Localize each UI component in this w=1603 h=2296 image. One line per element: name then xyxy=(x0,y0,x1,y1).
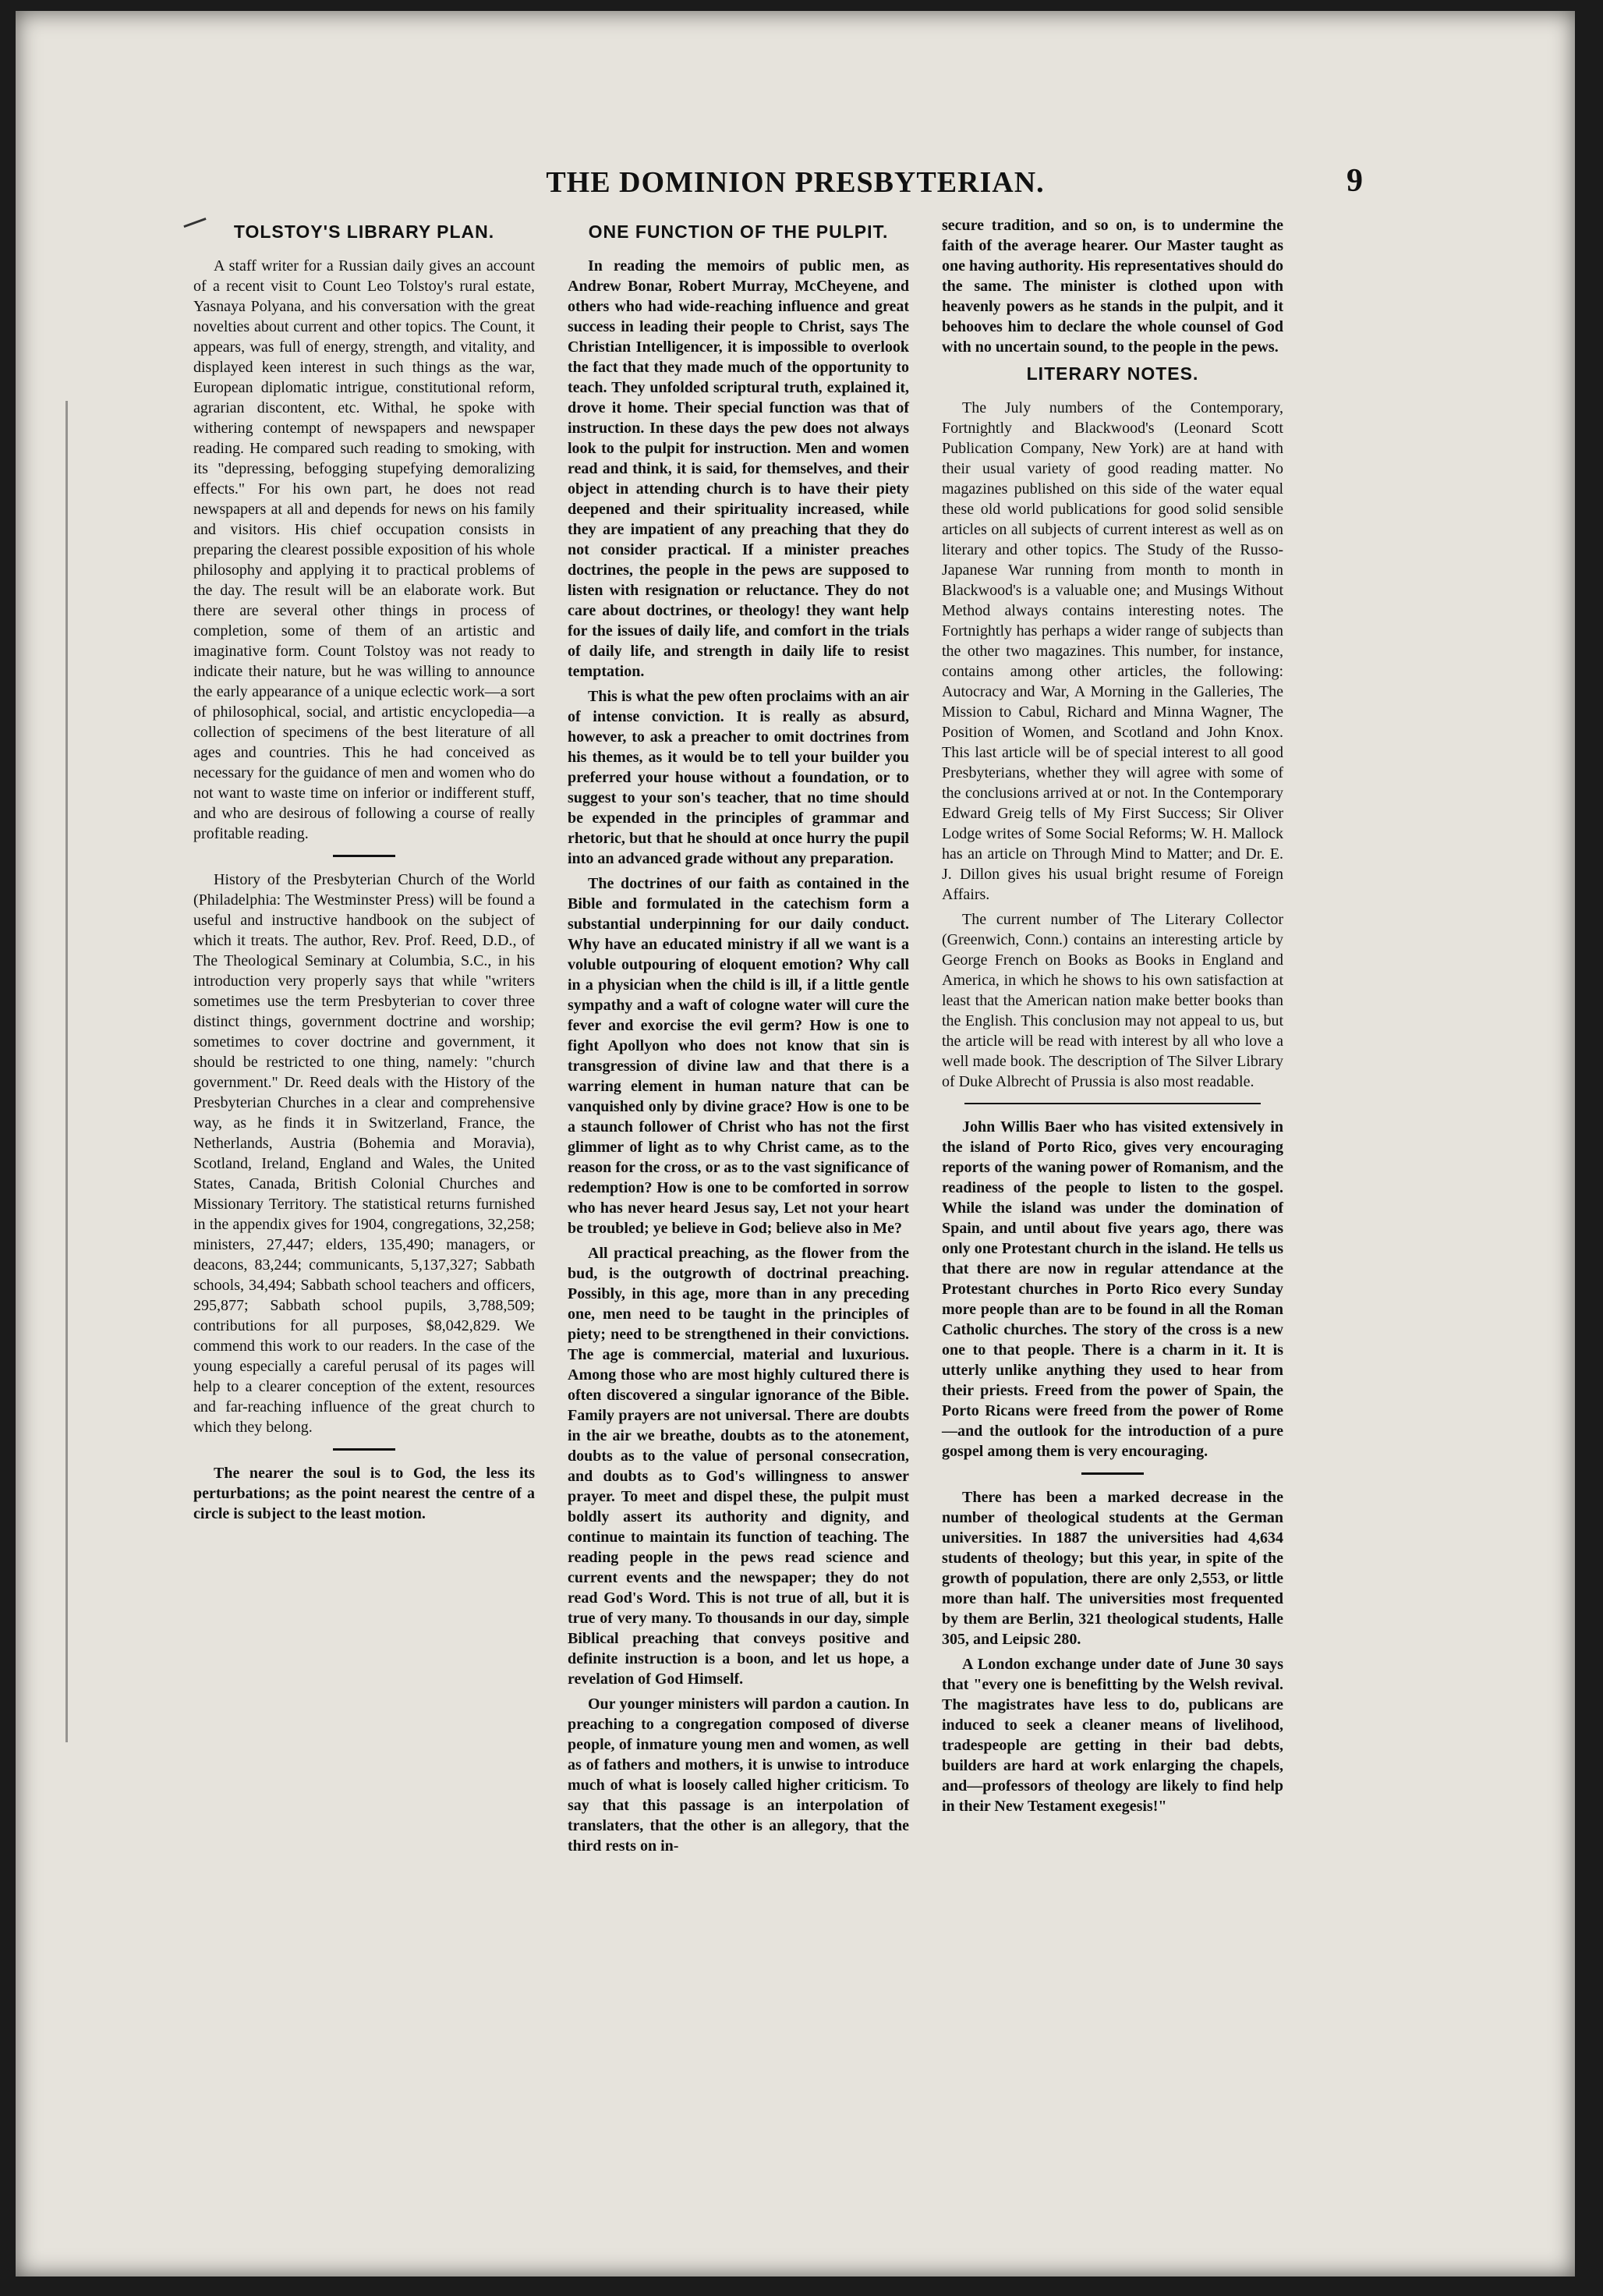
paragraph: Our younger ministers will pardon a caution. In preaching to a congregation composed of diverse people, of inmature young men and women, as well as of fathers and mothers, it is unwise to introduce much of what is loosely called higher criticism. To say that this passage is an interpolation of translaters, that the other is an allegory, that the third rests on in- xyxy=(568,1695,909,1855)
column-3 xyxy=(942,215,1283,1821)
paragraph: John Willis Baer who has visited extensively in the island of Porto Rico, gives very encouraging reports of the waning power of Romanism, and the readiness of the people to listen to the gospel. While the island was under the domination of Spain, and until about five years ago, there was only one Protestant church in the island. He tells us that there are now in regular attendance at the Protestant churches in Porto Rico every Sunday more people than are to be found in all the Roman Catholic churches. The story of the cross is a new one to that people. There is a charm in it. It is utterly unlike anything they used to hear from their priests. Freed from the power of Spain, the Porto Ricans were freed from the power of Rome—and the outlook for the introduction of a pure gospel among them is very encouraging. xyxy=(942,1118,1283,1460)
divider xyxy=(333,1448,395,1451)
paragraph: The July numbers of the Contemporary, Fortnightly and Blackwood's (Leonard Scott Publication Company, New York) are at hand with their usual variety of good reading matter. No magazines published on this side of the water equal these old world publications for good solid sensible articles on all subjects of current interest as well as on literary and other topics. The Study of the Russo-Japanese War running from month to month in Blackwood's is a valuable one; and Musings Without Method always contains interesting notes. The Fortnightly has perhaps a wider range of subjects than the other two magazines. This number, for instance, contains among other articles, the following: Autocracy and War, A Morning in the Galleries, The Mission to Cabul, Richard and Minna Wagner, The Position of Women, and Scotland and John Knox. This last article will be of special interest to all good Presbyterians, whether they will agree with some of the conclusions arrived at or not. In the Contemporary Edward Greig tells of My First Success; Sir Oliver Lodge writes of Some Social Reforms; W. H. Mallock has an article on Through Mind to Matter; and Dr. E. J. Dillon gives his usual bright resume of Foreign Affairs. xyxy=(942,399,1283,903)
paragraph: History of the Presbyterian Church of the World (Philadelphia: The Westminster Press) will be found a useful and instructive handbook on the subject of which it treats. The author, Rev. Prof. Reed, D.D., of The Theological Seminary at Columbia, S.C., in his introduction very properly says that while "writers sometimes use the term Presbyterian to cover three distinct things, government doctrine and worship; sometimes to cover doctrine and government, it should be restricted to one thing, namely: "church government." Dr. Reed deals with the History of the Presbyterian Churches in a clear and comprehensive way, as he finds it in Switzerland, France, the Netherlands, Austria (Bohemia and Moravia), Scotland, Ireland, England and Wales, the United States, Canada, British Colonial Churches and Missionary Territory. The statistical returns furnished in the appendix gives for 1904, congregations, 32,258; ministers, 27,447; elders, 135,490; managers, or deacons, 83,244; communicants, 5,137,327; Sabbath schools, 34,494; Sabbath school teachers and officers, 295,877; Sabbath school pupils, 3,788,509; contributions for all purposes, $8,042,829. We commend this work to our readers. In the case of the young especially a careful perusal of its pages will help to a clearer conception of the extent, resources and far-reaching influence of the great church to which they belong. xyxy=(193,871,535,1436)
column-2 xyxy=(568,215,909,1861)
column-1 xyxy=(193,215,535,1529)
paragraph: All practical preaching, as the flower from the bud, is the outgrowth of doctrinal preaching. Possibly, in this age, more than in any preceding one, men need to be taught in the principles of piety; need to be strengthened in their convictions. The age is commercial, material and luxurious. Among those who are most highly cultured there is often discovered a singular ignorance of the Bible. Family prayers are not universal. There are doubts in the air we breathe, doubts as to the atonement, doubts as to the value of personal consecration, and doubts as to God's willingness to answer prayer. To meet and dispel these, the pulpit must boldly assert its authority and dignity, and continue to maintain its function of teaching. The reading people in the pews read science and current events and the newspaper; they do not read God's Word. This is not true of all, but it is true of very many. To thousands in our day, simple Biblical preaching that conveys positive and definite instruction is a boon, and let us hope, a revelation of God Himself. xyxy=(568,1245,909,1688)
paragraph: The doctrines of our faith as contained in the Bible and formulated in the catechism form a substantial underpinning for our daily conduct. Why have an educated ministry if all we want is a voluble outpouring of eloquent emotion? Why call in a physician when the child is ill, if a little gentle sympathy and a waft of cologne water will cure the fever and exorcise the evil germ? How is one to fight Apollyon who does not know that sin is transgression of divine law and that there is a warring element in human nature that can be vanquished only by divine grace? How is one to be a staunch follower of Christ who has not the first glimmer of light as to why Christ came, as to the reason for the cross, or as to the vast significance of redemption? How is one to be comforted in sorrow who has never heard Jesus say, Let not your heart be troubled; ye believe in God; believe also in Me? xyxy=(568,875,909,1237)
newspaper-page xyxy=(16,11,1575,2277)
paragraph: A staff writer for a Russian daily gives an account of a recent visit to Count Leo Tolstoy's rural estate, Yasnaya Polyana, and his conversation with the great novelties about current and other topics. The Count, it appears, was full of energy, strength, and vitality, and displayed keen interest in such things as the war, European diplomatic intrigue, constitutional reform, agrarian discontent, etc. Withal, he spoke with withering contempt of newspapers and newspaper reading. He compared such reading to smoking, with its "depressing, befogging stupefying demoralizing effects." For his own part, he does not read newspapers at all and depends for news on his family and visitors. His chief occupation consists in preparing the clearest possible exposition of his whole philosophy and applying it to practical problems of the day. The result will be an elaborate work. But there are several other things in process of completion, some of them of an artistic and imaginative form. Count Tolstoy was not ready to indicate their nature, but he was willing to announce the early appearance of a unique eclectic work—a sort of philosophical, social, and artistic encyclopedia—a collection of specimens of the best literature of all ages and countries. This he had conceived as necessary for the guidance of men and women who do not want to waste time on inferior or indifferent stuff, and who are desirous of following a course of really profitable reading. xyxy=(193,257,535,842)
masthead: THE DOMINION PRESBYTERIAN. xyxy=(546,166,1045,199)
page-number: 9 xyxy=(1346,163,1363,199)
article-title-literary-notes: LITERARY NOTES. xyxy=(1026,363,1199,384)
paragraph: The nearer the soul is to God, the less its perturbations; as the point nearest the centre of a circle is subject to the least motion. xyxy=(193,1465,535,1522)
article-title-tolstoy: TOLSTOY'S LIBRARY PLAN. xyxy=(233,221,495,242)
binding-mark xyxy=(65,401,85,1742)
divider xyxy=(1081,1472,1144,1475)
article-title-pulpit: ONE FUNCTION OF THE PULPIT. xyxy=(588,221,889,242)
page-header xyxy=(16,165,1575,212)
paragraph: secure tradition, and so on, is to undermine the faith of the average hearer. Our Master taught as one having authority. His representatives should do the same. The minister is clothed upon with heavenly powers as he stands in the pulpit, and it behooves him to declare the whole counsel of God with no uncertain sound, to the people in the pews. xyxy=(942,217,1283,356)
paragraph: There has been a marked decrease in the number of theological students at the German universities. In 1887 the universities had 4,634 students of theology; but this year, in spite of the growth of population, there are only 2,553, or little more than half. The universities most frequented by them are Berlin, 321 theological students, Halle 305, and Leipsic 280. xyxy=(942,1489,1283,1648)
paragraph: This is what the pew often proclaims with an air of intense conviction. It is really as absurd, however, to ask a preacher to omit doctrines from his themes, as it would be to tell your builder you preferred your house without a foundation, or to suggest to your son's teacher, that no time should be expended in the principles of grammar and rhetoric, but that he should at once hurry the pupil into an advanced grade without any preparation. xyxy=(568,688,909,867)
paragraph: In reading the memoirs of public men, as Andrew Bonar, Robert Murray, McCheyene, and others who had wide-reaching influence and great success in leading their people to Christ, says The Christian Intelligencer, it is impossible to overlook the fact that they made much of the opportunity to teach. They unfolded scriptural truth, explained it, drove it home. Their special function was that of instruction. In these days the pew does not always look to the pulpit for instruction. Men and women read and think, it is said, for themselves, and their object in attending church is to have their piety deepened and their spirituality increased, while they are impatient of any preaching that they do not consider practical. If a minister preaches doctrines, the people in the pews are supposed to listen with resignation or reluctance. They do not care about doctrines, or theology! they want help for the issues of daily life, and comfort in the trials of daily life, and strength in daily life to resist temptation. xyxy=(568,257,909,680)
paragraph: A London exchange under date of June 30 says that "every one is benefitting by the Welsh revival. The magistrates have less to do, publicans are induced to seek a cleaner means of livelihood, tradespeople are getting in their bad debts, builders are hard at work enlarging the chapels, and—professors of theology are likely to find help in their New Testament exegesis!" xyxy=(942,1656,1283,1815)
divider xyxy=(964,1103,1261,1104)
paragraph: The current number of The Literary Collector (Greenwich, Conn.) contains an interesting article by George French on Books as Books in England and America, in which he shows to his own satisfaction at least that the American nation make better books than the English. This conclusion may not appeal to us, but the article will be read with interest by all who love a well made book. The description of The Silver Library of Duke Albrecht of Prussia is also most readable. xyxy=(942,911,1283,1090)
divider xyxy=(333,855,395,857)
